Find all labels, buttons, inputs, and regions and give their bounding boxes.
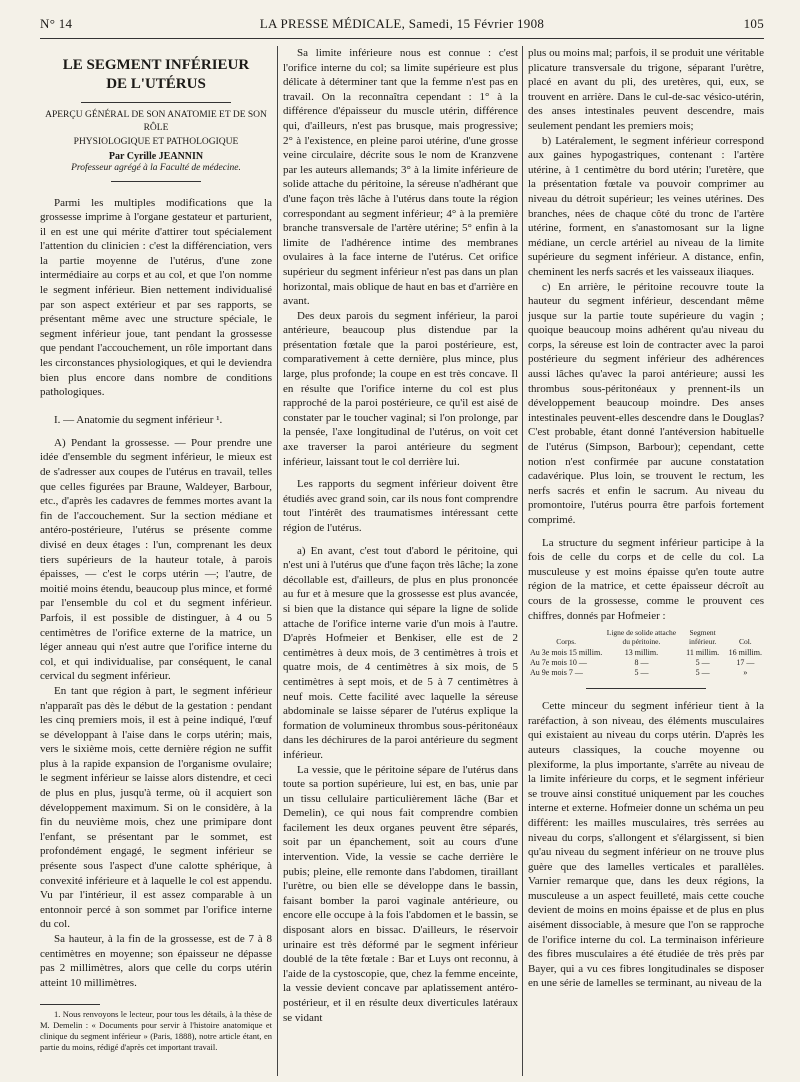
col3-paragraph-4: La structure du segment inférieur participe à la fois de celle du corps et de celle du col. La musculeuse y est moins épaisse qu'en toute autre région de la matrice, et cette épaisseur décroît au cours de la grossesse, comme le prouvent ces chiffres, donnés par Hofmeier : — [528, 536, 764, 622]
col1-paragraph-1: Parmi les multiples modifications que la grossesse imprime à l'organe gestateur et parturient, il en est une qui mérite d'attirer tout spécialement l'attention du clinicien : c'est la différenciation, vers la partie moyenne de l'utérus, d'une zone intermédiaire au corps et au col, et que l'on nomme le segment inférieur. Bien nettement individualisé par son aspect extérieur et par ses rapports, se présentant même avec une structure spéciale, le segment inférieur joue, tant pendant la grossesse que pendant l'accouchement, un rôle important dans les circonstances physiologiques, et qui le deviendra bien plus encore dans nombre de conditions pathologiques. — [40, 196, 272, 399]
column-2 — [283, 46, 518, 1080]
column-divider-2 — [522, 46, 523, 1076]
table-cell: » — [743, 668, 748, 678]
thickness-table — [528, 629, 764, 678]
issue-number: N° 14 — [40, 16, 73, 31]
table-rule — [586, 688, 706, 689]
table-cell: 16 millim. — [728, 648, 762, 658]
col3-paragraph-1: plus ou moins mal; parfois, il se produit une véritable plicature transversale du trigone, séparant l'urètre, placé en avant du pli, des uretères, qui, eux, se trouvent en arrière. Dans le cul-de-sac vésico-utérin, des anses intestinales peuvent descendre, mais seulement pendant les premiers mois; — [528, 47, 764, 132]
author-role: Professeur agrégé à la Faculté de médecine. — [71, 162, 241, 173]
article-author: Par Cyrille JEANNIN — [108, 150, 204, 162]
table-row — [528, 658, 764, 668]
column-divider-1 — [277, 46, 278, 1076]
col1-paragraph-4: Sa hauteur, à la fin de la grossesse, est de 7 à 8 centimètres en moyenne; son épaisseur ne dépasse pas 2 millimètres, alors que celle du corps utérin atteint 10 millimètres. — [40, 933, 272, 989]
intro-rule — [111, 181, 201, 182]
table-cell: 8 — — [634, 658, 649, 668]
table-header-corps: Corps. — [556, 636, 577, 646]
table-row — [528, 668, 764, 678]
article-title-line-1: LE SEGMENT INFÉRIEUR — [62, 57, 250, 73]
table-cell: 13 millim. — [624, 648, 659, 658]
table-cell: 5 — — [695, 658, 710, 668]
table-header-row — [528, 629, 764, 648]
col2-paragraph-3: Les rapports du segment inférieur doivent être étudiés avec grand soin, car ils nous font comprendre tout l'intérêt des traumatismes intéressant cette région de l'utérus. — [283, 478, 518, 534]
paragraph-gap — [283, 536, 518, 544]
title-rule — [81, 102, 231, 103]
table-header-ligne: Ligne de solide attache du péritoine. — [606, 628, 677, 646]
col1-paragraph-3: En tant que région à part, le segment inférieur n'apparaît pas dès le début de la gestation : pendant les cinq premiers mois, il est à peine indiqué, l'œuf se développant à l'aise dans le corps utérin; mais, vers le sixième mois, cette dernière région ne suffit plus à la rapide expansion de l'organisme ovulaire; le segment inférieur se laisse alors distendre, et ceci de plus en plus, jusqu'à terme, où il acquiert son développement maximum. Si on le considère, à la fin du neuvième mois, chez une primipare dont l'enfant, se présentant par le sommet, est profondément engagé, le segment inférieur se présente sous l'aspect d'une calotte sphérique, à convexité inférieure et à laquelle le col est appendu. Vu par l'intérieur, il est assez comparable à un entonnoir percé à son sommet par l'orifice interne du col. — [40, 684, 272, 931]
article-subtitle-line-1: APERÇU GÉNÉRAL DE SON ANATOMIE ET DE SON RÔLE — [45, 110, 267, 133]
table-cell: 17 — — [736, 658, 755, 668]
footnote: 1. Nous renvoyons le lecteur, pour tous les détails, à la thèse de M. Demelin : « Documents pour servir à l'histoire anatomique et clinique du segment inférieur » (Paris, 1888), notre article étant, en partie du moins, rédigé d'après cet important travail. — [40, 1009, 272, 1053]
table-cell: Au 7e mois 10 — — [530, 658, 587, 668]
article-title-line-2: DE L'UTÉRUS — [106, 76, 206, 92]
thickness-table-grid — [528, 629, 764, 678]
table-cell: 5 — — [695, 668, 710, 678]
paragraph-gap — [283, 469, 518, 477]
table-cell: Au 3e mois 15 millim. — [530, 648, 603, 658]
col2-paragraph-4: a) En avant, c'est tout d'abord le péritoine, qui n'est uni à l'utérus que d'une façon très lâche; la zone décollable est, d'ailleurs, de plus en plus prononcée au fur et à mesure que la grossesse est plus avancée, si bien que la distance qui sépare la ligne de solide attache de l'orifice interne varie d'un mois à l'autre. D'après Hofmeier et Benkiser, elle est de 2 centimètres à deux mois, de 3 centimètres à trois et quatre mois, de 4 centimètres à six mois, de 5 centimètres à sept mois, et de 5 à 7 centimètres à neuf mois. Cette facilité avec laquelle la séreuse abdominale se laisse séparer de l'utérus explique la formation de volumineux thrombus sous-péritonéaux dans les déchirures de la paroi antérieure du segment inférieur. — [283, 544, 518, 761]
table-header-segment: Segment inférieur. — [689, 628, 717, 646]
page-header — [40, 16, 764, 34]
col2-paragraph-2: Des deux parois du segment inférieur, la paroi antérieure, beaucoup plus distendue par la présentation fœtale que la paroi postérieure, est, comparativement à cette dernière, plus mince, plus large, plus profonde; la coupe en est très concave. Il en résulte que l'orifice interne du col est plus rapproché de la paroi postérieure, ce qu'il est aisé de constater par le toucher vaginal; si l'on prolonge, par la pensée, l'axe longitudinal de l'utérus, on voit cet axe traverser la paroi antérieure du segment inférieur, laissant tout le col derrière lui. — [283, 309, 518, 468]
column-3 — [528, 46, 764, 1080]
table-header-col: Col. — [738, 636, 752, 646]
page-number: 105 — [743, 16, 764, 31]
col3-paragraph-2: b) Latéralement, le segment inférieur correspond aux gaines hypogastriques, contenant : l'artère utérine, à 1 centimètre du bord utérin; l'uretère, que la présentation fœtale va pouvoir comprimer au niveau du détroit supérieur; les veines utérines. Des branches, nées de chaque côté du tronc de l'artère utérine, forment, en s'anastomosant sur la ligne médiane, un cercle artériel au niveau de la limite supérieure du segment inférieur. A distance, enfin, cheminent les nerfs sacrés et les vaisseaux iliaques. — [528, 134, 764, 278]
article-title — [40, 56, 272, 94]
col3-paragraph-3: c) En arrière, le péritoine recouvre toute la hauteur du segment inférieur, descendant même jusque sur la partie toute supérieure du vagin ; quoique beaucoup moins adhérent qu'au niveau du corps, la séreuse est loin de contracter avec la paroi postérieure du segment inférieur des adhérences aussi lâches qu'avec la paroi antérieure; aussi les thrombus sous-péritonéaux y prennent-ils un développement beaucoup moindre. Des anses intestinales peuvent-elles descendre dans le Douglas? C'est probable, étant donné l'antéversion habituelle de l'utérus (Simpson, Barbour); cependant, cette notion n'est confirmée par aucune constatation cadavérique. Plus loin, se trouvent le rectum, les nerfs sacrés et enfin le sacrum. Au niveau du promontoire, l'utérus pourra être parfois fortement comprimé. — [528, 280, 764, 526]
table-cell: 5 — — [634, 668, 649, 678]
column-1 — [40, 46, 272, 1080]
col1-paragraph-2: A) Pendant la grossesse. — Pour prendre une idée d'ensemble du segment inférieur, le mieux est de s'adresser aux coupes de l'utérus en travail, telles que celles figurées par Braune, Waldeyer, Barbour, etc., d'après les cadavres de femmes mortes avant la fin de l'accouchement. Sur la section médiane et antéro-postérieure, l'utérus se présente comme divisé en deux étages : l'un, comprenant les deux tiers supérieurs de la hauteur totale, à parois épaisses, — c'est le corps utérin —; l'autre, de moitié moins étendu, beaucoup plus mince, et formé par l'ensemble du col et du segment inférieur. Parfois, il est possible de distinguer, à 4 ou 5 centimètres de l'orifice externe de la matrice, un léger anneau qui n'est autre que l'orifice interne du col, et qui individualise, par conséquent, le canal cervical du segment inférieur. — [40, 436, 272, 683]
table-cell: Au 9e mois 7 — — [530, 668, 583, 678]
col3-paragraph-5: Cette minceur du segment inférieur tient à la raréfaction, à son niveau, des éléments musculaires qui existaient au niveau du corps utérin. D'après les auteurs classiques, la couche moyenne ou plexiforme, la plus importante, s'arrête au niveau de la limite inférieure du corps, et le segment inférieur se trouve ainsi constitué uniquement par les couches interne et externe. Hofmeier donne un schéma un peu différent: les mailles musculaires, très serrées au niveau du corps, s'allongent et s'élargissent, si bien qu'au niveau du segment inférieur on ne trouve plus guère que des lamelles verticales et parallèles. Varnier remarque que, dans les deux régions, la musculeuse a un aspect feuilleté, mais cette couche devient de moins en moins épaisse et de plus en plus aisément dissociable, à mesure que l'on se rapproche de l'orifice interne du col. La terminaison inférieure des fibres musculaires a été étudiée de très près par Bayer, qui a vu ces fibres longitudinales se disposer en une série de lamelles se terminant, au niveau de la — [528, 700, 764, 990]
footnote-rule — [40, 1004, 100, 1005]
publication-title: LA PRESSE MÉDICALE, Samedi, 15 Février 1908 — [259, 16, 545, 31]
section-heading: I. — Anatomie du segment inférieur ¹. — [54, 413, 223, 426]
article-subtitle-line-2: PHYSIOLOGIQUE ET PATHOLOGIQUE — [73, 137, 239, 147]
paragraph-gap — [528, 528, 764, 536]
header-rule — [40, 38, 764, 39]
table-row — [528, 648, 764, 658]
col2-paragraph-5: La vessie, que le péritoine sépare de l'utérus dans toute sa portion supérieure, lui est, en bas, unie par un tissu cellulaire particulièrement lâche (Bar et Demelin), ce qui nous fait comprendre combien facilement les deux organes peuvent être séparés, soit par un épanchement, soit au cours d'une intervention. Vide, la vessie se cache derrière le pubis; pleine, elle remonte dans l'abdomen, tiraillant l'urètre, ou bien elle se développe dans le bassin, faisant bomber la paroi vaginale antérieure, ou encore elle occupe à la fois l'abdomen et le bassin, se disposant alors en bissac. D'ailleurs, le réservoir urinaire est très déformé par le segment inférieur doublé de la tête fœtale : Bar et Luys ont reconnu, à l'aide de la cystoscopie, que, chez la femme enceinte, la vessie devient concave par aplatissement antéro-postérieur, et il en résulte deux diverticules latéraux se vidant — [283, 763, 518, 1024]
col2-paragraph-1: Sa limite inférieure nous est connue : c'est l'orifice interne du col; sa limite supérieure est plus délicate à déterminer tant que la femme n'est pas en travail. On la reconnaîtra cependant : 1° à la différence d'épaisseur du muscle utérin, différence qui, d'ailleurs, n'est pas brusque, mais progressive; 2° à l'existence, en pleine paroi utérine, d'une grosse veine circulaire, décrite sous le nom de Kranzvene par les auteurs allemands; 3° à la limite inférieure de solide attache du péritoine, la séreuse n'adhérant que d'une façon très lâche à l'utérus dans toute la région correspondant au segment inférieur; 4° à la première branche transversale de l'artère utérine; 5° enfin à la limite de l'adhérence intime des membranes ovulaires à la face interne de l'utérus. Cet orifice supérieur du segment inférieur n'est pas dans un plan horizontal, mais oblique de haut en bas et d'arrière en avant. — [283, 47, 518, 308]
table-cell: 11 millim. — [686, 648, 720, 658]
